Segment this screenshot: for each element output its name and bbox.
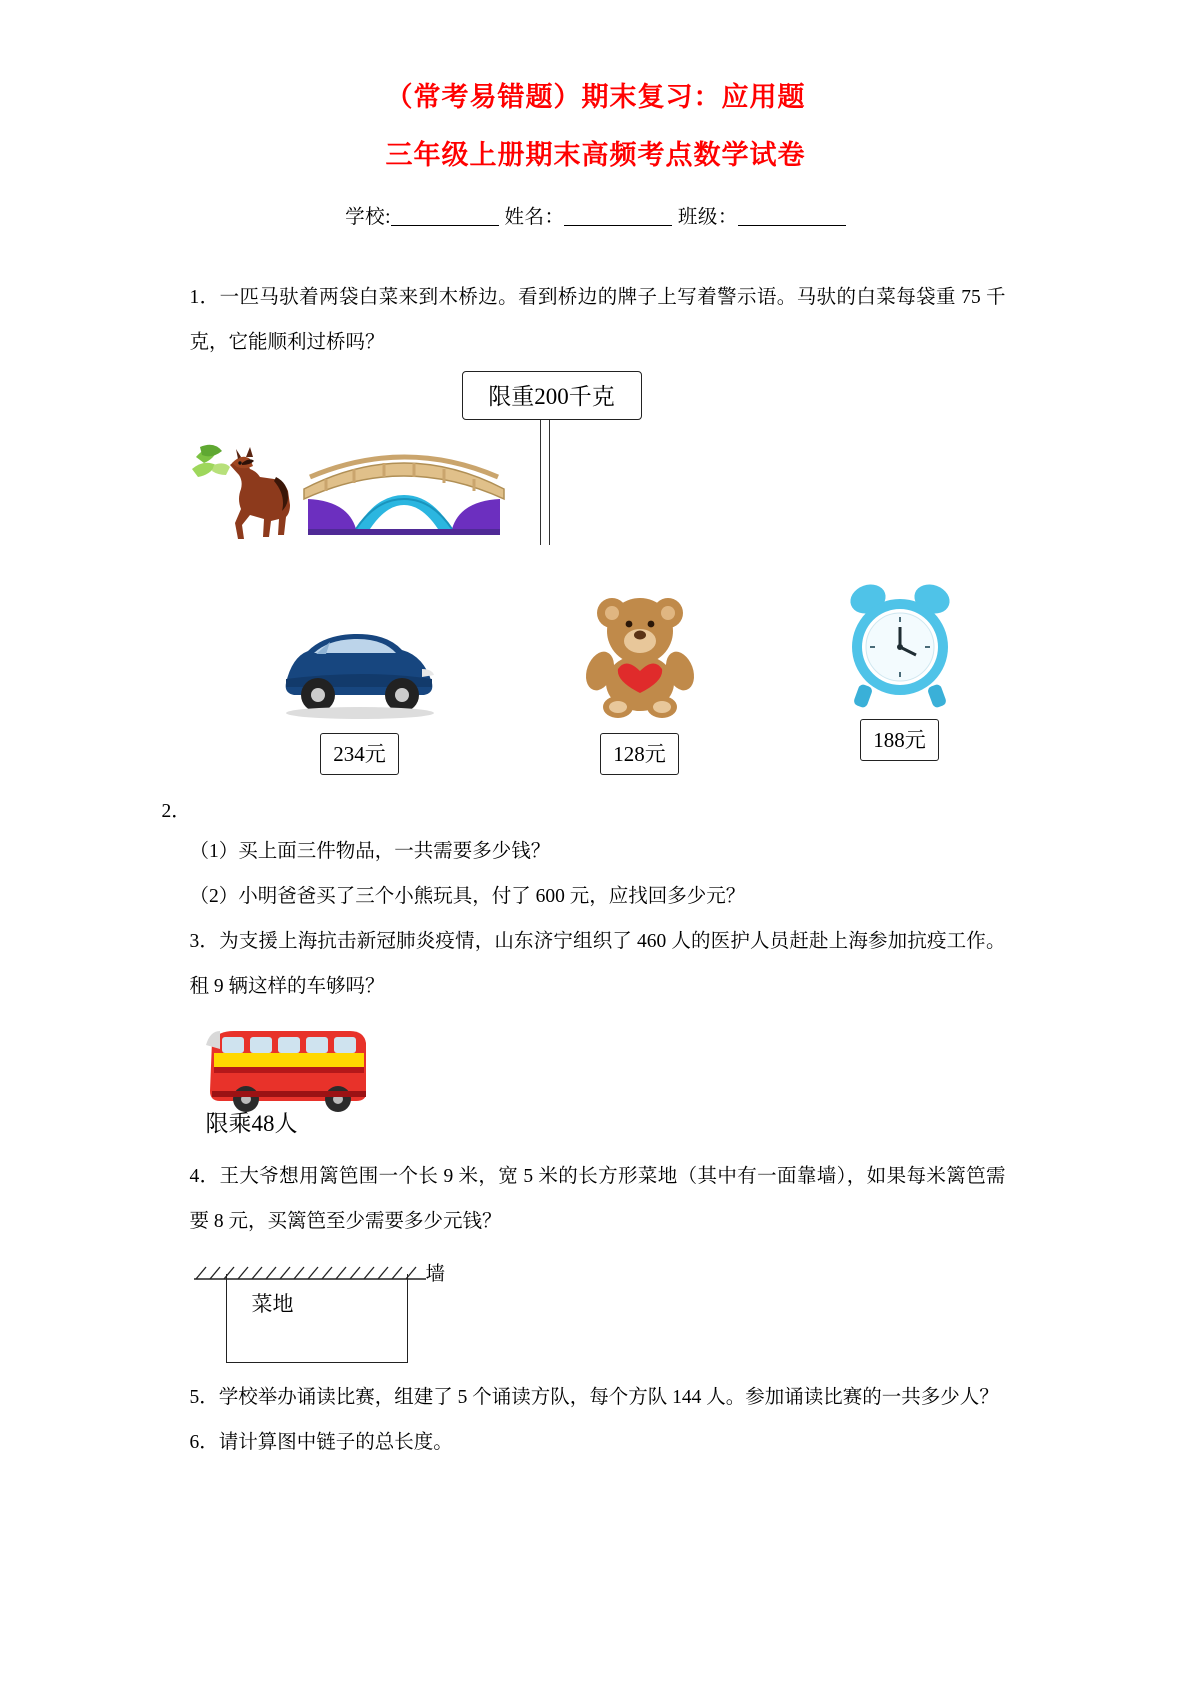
car-price: 234元 [320,733,399,775]
bear-price: 128元 [600,733,679,775]
question-6-text: 请计算图中链子的总长度。 [218,1432,453,1454]
garden-label: 菜地 [251,1292,294,1317]
horse-icon [190,439,300,544]
question-1-number: 1． [189,287,220,309]
question-3-text: 为支援上海抗击新冠肺炎疫情，山东济宁组织了 460 人的医护人员赶赴上海参加抗疫工作。租 9 辆这样的车够吗？ [189,931,1006,998]
question-1 [190,275,1006,365]
class-blank[interactable] [738,225,846,226]
page-title-line-1: （常考易错题）期末复习：应用题 [385,82,806,112]
class-label: 班级： [677,207,738,229]
question-2-figure [161,579,1006,829]
question-4-number: 4． [189,1166,220,1188]
question-2-number: 2． [161,801,191,823]
alarm-clock-icon [810,565,990,715]
bear-icon [550,579,730,729]
clock-item [810,565,990,761]
name-label: 姓名： [504,207,565,229]
question-5-number: 5． [189,1387,219,1409]
question-4-figure [194,1250,1006,1375]
question-3-number: 3． [189,931,220,953]
page-title-line-2: 三年级上册期末高频考点数学试卷 [385,140,806,171]
question-4 [190,1154,1006,1244]
questions-body [96,229,1096,1465]
school-blank[interactable] [391,225,499,226]
question-2-sub-1: （1）买上面三件物品，一共需要多少钱？ [189,841,551,863]
question-1-figure [190,371,1006,571]
car-item [270,579,450,775]
sign-text: 限重200千克 [462,371,642,420]
question-5-text: 学校举办诵读比赛，组建了 5 个诵读方队，每个方队 144 人。参加诵读比赛的一共多少人？ [218,1387,999,1409]
question-6 [190,1420,1006,1465]
question-1-text: 一匹马驮着两袋白菜来到木桥边。看到桥边的牌子上写着警示语。马驮的白菜每袋重 75 千克，它能顺利过桥吗？ [189,287,1006,354]
clock-price: 188元 [860,719,939,761]
school-label: 学校: [345,207,392,229]
question-4-text: 王大爷想用篱笆围一个长 9 米，宽 5 米的长方形菜地（其中有一面靠墙），如果每米篱笆需要 8 元，买篱笆至少需要多少元钱？ [189,1166,1006,1233]
question-3 [190,919,1006,1009]
question-5 [190,1375,1006,1420]
bear-item [550,579,730,775]
question-3-figure [198,1019,1006,1154]
name-blank[interactable] [564,225,672,226]
sign-pole [540,420,550,545]
wall-label: 墙 [425,1264,446,1286]
question-6-number: 6． [189,1432,219,1454]
student-info-line [0,201,1191,229]
bus-caption: 限乘48人 [205,1111,298,1137]
car-icon [270,579,450,729]
bridge-icon [300,443,510,543]
question-2-sub-2: （2）小明爸爸买了三个小熊玩具，付了 600 元，应找回多少元？ [189,886,746,908]
title-block [0,0,1191,171]
bus-icon [198,1019,1006,1129]
